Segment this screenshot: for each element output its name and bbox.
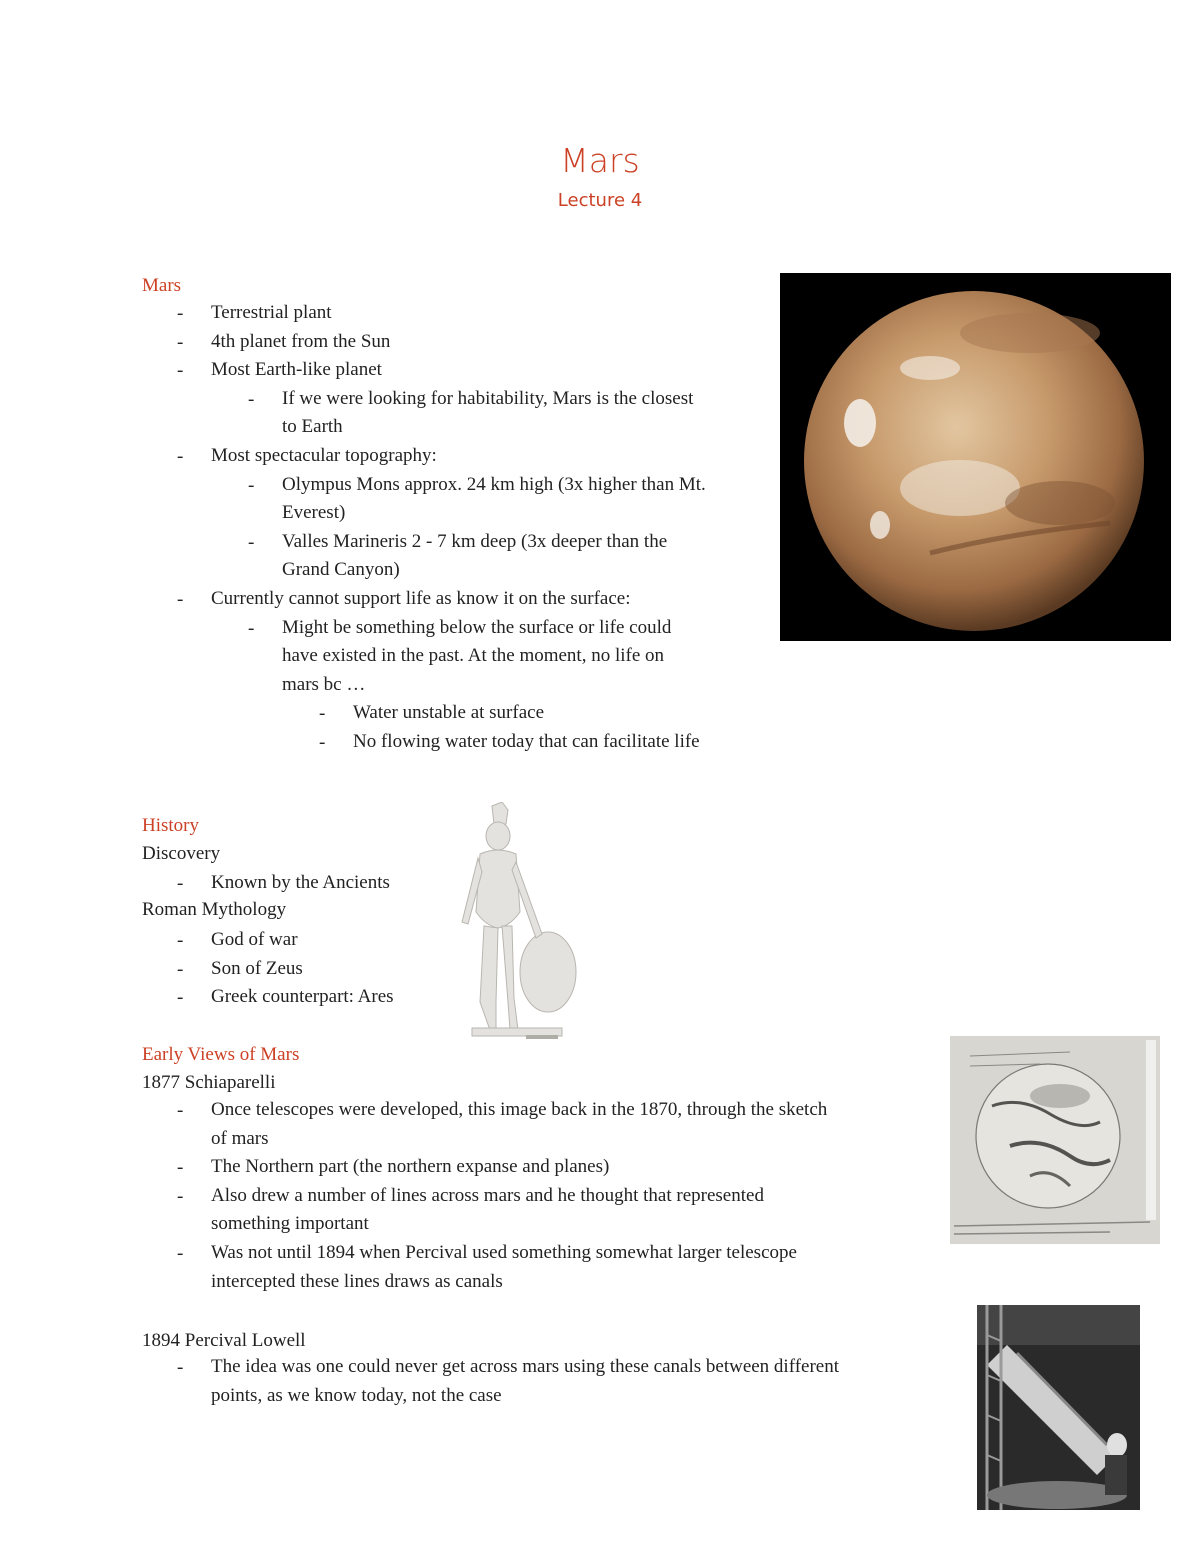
list-item: Might be something below the surface or life could [282,616,672,638]
ares-statue-photo [450,802,580,1042]
list-item: points, as we know today, not the case [211,1384,502,1406]
bullet-dash: - [177,1157,184,1179]
list-item: Most spectacular topography: [211,445,437,466]
list-item: Olympus Mons approx. 24 km high (3x higher than Mt. [282,473,706,495]
list-item: Known by the Ancients [211,872,390,893]
mars-photo [780,273,1171,641]
list-item: Most Earth-like planet [211,359,382,381]
list-item: Valles Marineris 2 - 7 km deep (3x deeper than the [282,530,668,552]
mythology-label: Roman Mythology [142,899,287,920]
list-item: Greek counterpart: Ares [211,986,394,1008]
list-item: have existed in the past. At the moment, no life on [282,645,665,667]
bullet-dash: - [248,617,255,639]
bullet-dash: - [177,446,184,467]
bullet-dash: - [177,303,184,324]
list-item: mars bc … [282,673,366,695]
bullet-dash: - [177,1243,184,1264]
list-item: No flowing water today that can facilitate life [353,731,700,752]
discovery-label: Discovery [142,843,221,864]
bullet-dash: - [177,331,184,353]
list-item: The idea was one could never get across mars using these canals between different [211,1356,839,1377]
schiaparelli-label: 1877 Schiaparelli [142,1072,276,1093]
bullet-dash: - [177,360,184,382]
list-item: God of war [211,929,298,950]
list-item: intercepted these lines draws as canals [211,1270,503,1292]
bullet-dash: - [319,703,326,725]
list-item: Terrestrial plant [211,302,332,323]
list-item: Currently cannot support life as know it on the surface: [211,588,631,609]
list-item: If we were looking for habitability, Mars is the closest [282,387,694,409]
list-item: Grand Canyon) [282,559,400,581]
section-heading-early-views: Early Views of Mars [142,1044,300,1065]
list-item: Water unstable at surface [353,702,545,724]
bullet-dash: - [319,732,326,753]
list-item: Also drew a number of lines across mars and he thought that represented [211,1184,764,1206]
list-item: something important [211,1213,369,1235]
bullet-dash: - [177,589,184,610]
page-title: Mars [560,141,640,180]
bullet-dash: - [248,531,255,553]
list-item: Son of Zeus [211,957,303,979]
bullet-dash: - [177,1357,184,1378]
bullet-dash: - [248,474,255,496]
lowell-label: 1894 Percival Lowell [142,1330,306,1351]
bullet-dash: - [177,873,184,894]
list-item: Once telescopes were developed, this image back in the 1870, through the sketch [211,1099,828,1120]
lowell-telescope-photo [977,1305,1140,1510]
list-item: of mars [211,1127,269,1149]
bullet-dash: - [248,388,255,410]
bullet-dash: - [177,1185,184,1207]
list-item: The Northern part (the northern expanse and planes) [211,1156,610,1178]
bullet-dash: - [177,987,184,1009]
list-item: Everest) [282,502,346,524]
list-item: 4th planet from the Sun [211,330,391,352]
bullet-dash: - [177,958,184,980]
section-heading-mars: Mars [142,275,182,296]
page-subtitle: Lecture 4 [557,190,643,211]
list-item: Was not until 1894 when Percival used something somewhat larger telescope [211,1242,797,1263]
schiaparelli-sketch-photo [950,1036,1160,1244]
section-heading-history: History [142,815,199,836]
list-item: to Earth [282,416,343,438]
bullet-dash: - [177,1100,184,1121]
bullet-dash: - [177,930,184,951]
